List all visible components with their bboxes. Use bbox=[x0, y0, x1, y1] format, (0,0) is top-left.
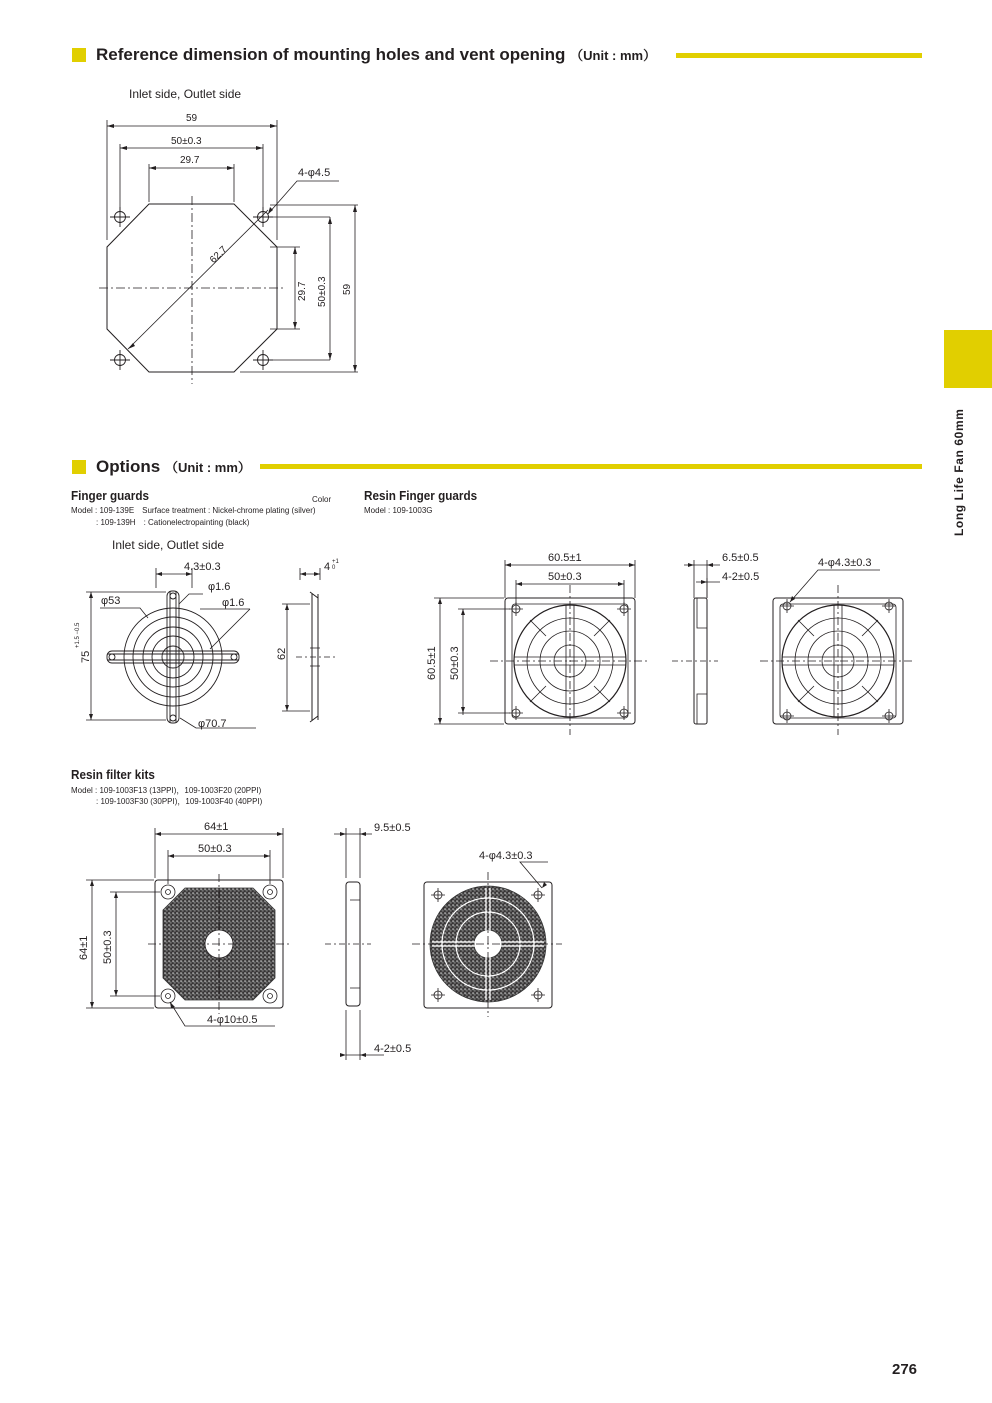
resin-dim-width: 60.5±1 bbox=[548, 552, 582, 564]
dim-vent-flat: 29.7 bbox=[180, 155, 200, 166]
finger-dim-62: 62 bbox=[276, 647, 288, 660]
finger-dim-thickness-tol: +1 0 bbox=[332, 559, 339, 571]
finger-dim-4-3: 4.3±0.3 bbox=[184, 561, 221, 573]
filter-dim-pitch-v: 50±0.3 bbox=[102, 930, 114, 964]
finger-caption: Inlet side, Outlet side bbox=[112, 538, 225, 552]
dim-mount-holes: 4-φ4.5 bbox=[298, 167, 331, 179]
finger-dim-wire-b: φ1.6 bbox=[222, 597, 245, 609]
dim-vent-width: 59 bbox=[186, 113, 198, 124]
side-tab bbox=[944, 330, 992, 388]
filter-dim-pitch: 50±0.3 bbox=[198, 843, 232, 855]
section1-title: Reference dimension of mounting holes and vent opening bbox=[96, 45, 566, 64]
finger-dim-thickness: 4 bbox=[324, 561, 331, 573]
section1-unit: （Unit : mm） bbox=[570, 48, 657, 63]
filter-model-line2: : 109-1003F30 (30PPI)，109-1003F40 (40PPI) bbox=[96, 797, 263, 806]
side-tab-label: Long Life Fan 60mm bbox=[952, 408, 966, 536]
filter-dim-height: 64±1 bbox=[78, 935, 90, 960]
section2-title: Options bbox=[96, 457, 161, 476]
resin-dim-boss: 4-2±0.5 bbox=[722, 571, 760, 583]
finger-dim-70-7: φ70.7 bbox=[198, 718, 227, 730]
resin-dim-pitch: 50±0.3 bbox=[548, 571, 582, 583]
finger-dim-wire-a: φ1.6 bbox=[208, 581, 231, 593]
dim-vent-height: 59 bbox=[342, 283, 353, 295]
dim-hole-pitch: 50±0.3 bbox=[171, 136, 202, 147]
filter-dim-holes-10: 4-φ10±0.5 bbox=[207, 1014, 258, 1026]
finger-guards-title: Finger guards bbox=[71, 488, 150, 503]
finger-dim-53: φ53 bbox=[101, 595, 121, 607]
section2-unit: （Unit : mm） bbox=[164, 460, 251, 475]
filter-kits-title: Resin filter kits bbox=[71, 767, 155, 782]
filter-dim-thickness: 9.5±0.5 bbox=[374, 822, 411, 834]
dim-hole-pitch-v: 50±0.3 bbox=[317, 276, 328, 307]
finger-color-header: Color bbox=[312, 495, 332, 504]
resin-dim-holes: 4-φ4.3±0.3 bbox=[818, 557, 872, 569]
resin-guards-model: Model : 109-1003G bbox=[364, 506, 433, 515]
finger-model-line1: Model : 109-139E Surface treatment : Nickel-chrome plating (silver) bbox=[71, 506, 316, 515]
finger-model-line2: : 109-139H : Cationelectropainting (black) bbox=[96, 518, 250, 527]
filter-dim-boss: 4-2±0.5 bbox=[374, 1043, 412, 1055]
resin-guards-title: Resin Finger guards bbox=[364, 488, 478, 503]
filter-model-line1: Model : 109-1003F13 (13PPI)，109-1003F20 (20PPI) bbox=[71, 786, 262, 795]
resin-dim-pitch-v: 50±0.3 bbox=[449, 646, 461, 680]
dim-vent-flat-v: 29.7 bbox=[297, 281, 308, 301]
filter-dim-width: 64±1 bbox=[204, 821, 229, 833]
filter-dim-holes-4-3: 4-φ4.3±0.3 bbox=[479, 850, 533, 862]
resin-dim-thickness: 6.5±0.5 bbox=[722, 552, 759, 564]
resin-dim-height: 60.5±1 bbox=[426, 646, 438, 680]
page-number: 276 bbox=[892, 1361, 918, 1378]
section1-caption: Inlet side, Outlet side bbox=[129, 87, 242, 101]
dim-vent-diagonal: 62.7 bbox=[208, 244, 230, 266]
finger-dim-75-tol: +1.5 −0.5 bbox=[75, 622, 81, 648]
finger-dim-75: 75 bbox=[80, 650, 92, 663]
